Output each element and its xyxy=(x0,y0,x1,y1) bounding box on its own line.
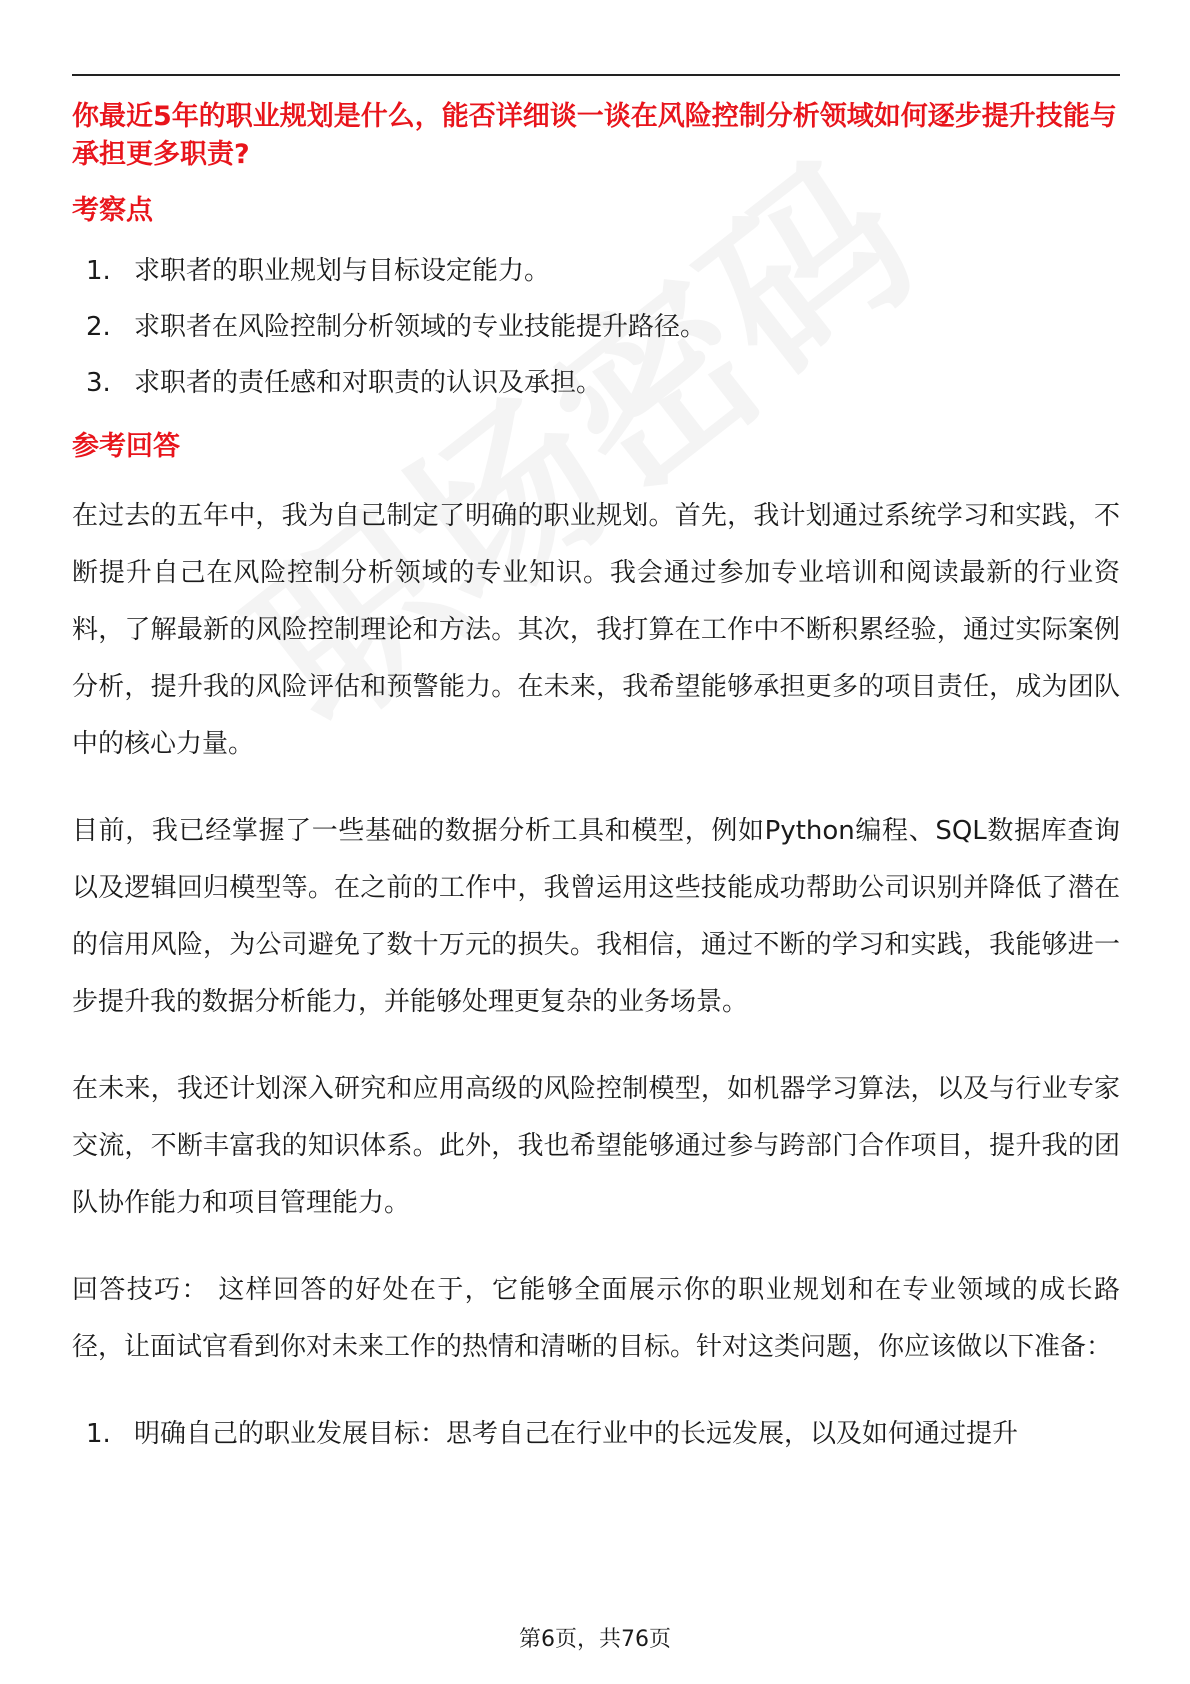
answer-paragraph: 在未来，我还计划深入研究和应用高级的风险控制模型，如机器学习算法，以及与行业专家交流，不断丰富我的知识体系。此外，我也希望能够通过参与跨部门合作项目，提升我的团队协作能力和项目管理能力。 xyxy=(72,1074,1120,1218)
list-item xyxy=(72,308,1120,346)
question-title: 你最近5年的职业规划是什么，能否详细谈一谈在风险控制分析领域如何逐步提升技能与承担更多职责? xyxy=(72,101,1117,170)
tips-paragraph: 回答技巧： 这样回答的好处在于，它能够全面展示你的职业规划和在专业领域的成长路径，让面试官看到你对未来工作的热情和清晰的目标。针对这类问题，你应该做以下准备： xyxy=(72,1275,1120,1362)
page-number-footer: 第6页，共76页 xyxy=(519,1627,671,1652)
answer-paragraph: 在过去的五年中，我为自己制定了明确的职业规划。首先，我计划通过系统学习和实践，不断提升自己在风险控制分析领域的专业知识。我会通过参加专业培训和阅读最新的行业资料，了解最新的风险控制理论和方法。其次，我打算在工作中不断积累经验，通过实际案例分析，提升我的风险评估和预警能力。在未来，我希望能够承担更多的项目责任，成为团队中的核心力量。 xyxy=(72,501,1120,759)
points-heading: 考察点 xyxy=(72,195,153,226)
points-list xyxy=(72,252,1120,402)
list-item-text: 求职者的职业规划与目标设定能力。 xyxy=(134,256,551,286)
top-divider xyxy=(72,74,1120,76)
list-item xyxy=(72,252,1120,290)
list-item-number: 1. xyxy=(86,1419,111,1449)
list-item-text: 明确自己的职业发展目标：思考自己在行业中的长远发展，以及如何通过提升 xyxy=(134,1419,1019,1449)
list-item-text: 求职者的责任感和对职责的认识及承担。 xyxy=(134,368,603,398)
document-page xyxy=(72,74,1120,1463)
list-item xyxy=(72,364,1120,402)
list-item-number: 3. xyxy=(86,368,111,398)
list-item xyxy=(72,1406,1120,1463)
list-item-text: 求职者在风险控制分析领域的专业技能提升路径。 xyxy=(134,312,707,342)
list-item-number: 2. xyxy=(86,312,111,342)
answer-heading: 参考回答 xyxy=(72,431,180,462)
list-item-number: 1. xyxy=(86,256,111,286)
tips-list xyxy=(72,1406,1120,1463)
answer-paragraph: 目前，我已经掌握了一些基础的数据分析工具和模型，例如Python编程、SQL数据库查询以及逻辑回归模型等。在之前的工作中，我曾运用这些技能成功帮助公司识别并降低了潜在的信用风险，为公司避免了数十万元的损失。我相信，通过不断的学习和实践，我能够进一步提升我的数据分析能力，并能够处理更复杂的业务场景。 xyxy=(72,816,1120,1017)
